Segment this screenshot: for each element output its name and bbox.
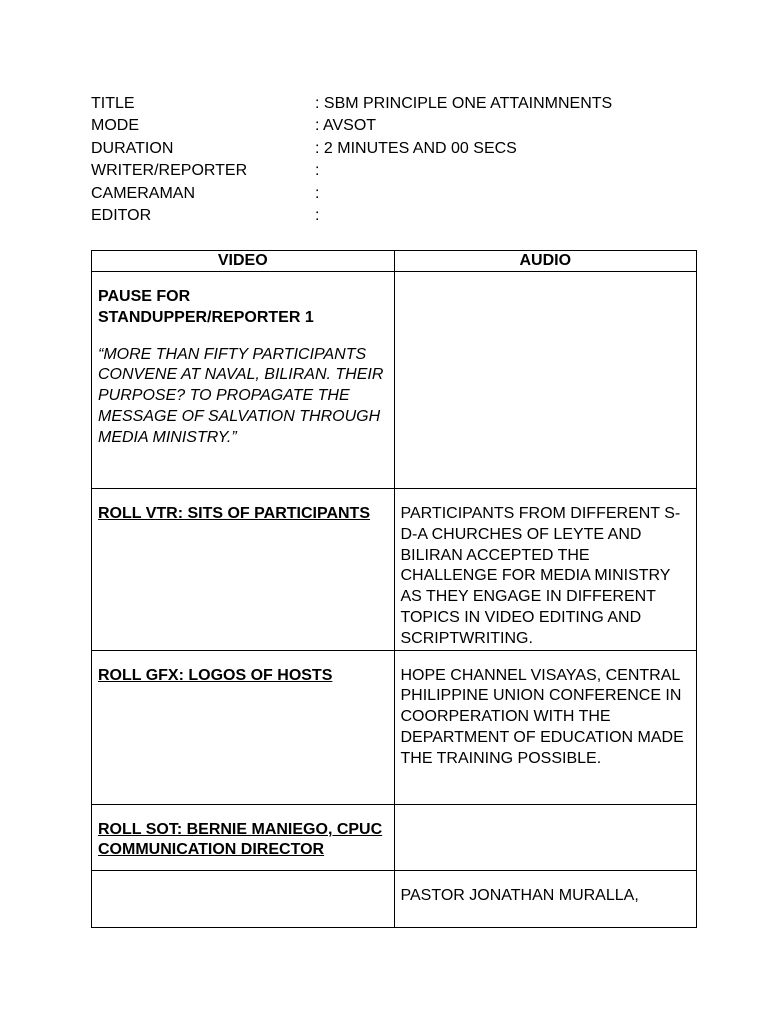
header-row-writer <box>91 160 691 182</box>
audio-text: PASTOR JONATHAN MURALLA, <box>400 886 639 904</box>
video-cue: PAUSE FOR STANDUPPER/REPORTER 1 <box>98 288 314 326</box>
table-header-row <box>92 251 697 272</box>
column-header-audio: AUDIO <box>394 251 697 272</box>
audio-text: PARTICIPANTS FROM DIFFERENT S-D-A CHURCHES OF LEYTE AND BILIRAN ACCEPTED THE CHALLENGE FOR MEDIA MINISTRY AS THEY ENGAGE IN DIFFERENT TOPICS IN VIDEO EDITING AND SCRIPTWRITING. <box>400 505 681 647</box>
header-row-editor <box>91 205 691 227</box>
header-row-duration <box>91 138 691 160</box>
video-cell <box>92 870 395 927</box>
audio-cell <box>394 804 697 870</box>
header-label: DURATION <box>91 139 174 157</box>
header-value: : AVSOT <box>315 117 377 135</box>
av-script-table <box>91 250 697 928</box>
column-header-video: VIDEO <box>92 251 395 272</box>
table-row <box>92 489 697 651</box>
header-label: TITLE <box>91 95 135 112</box>
header-label: MODE <box>91 117 139 135</box>
table-row <box>92 804 697 870</box>
video-cue: ROLL GFX: LOGOS OF HOSTS <box>98 666 333 684</box>
header-value: : <box>315 184 320 202</box>
audio-text: HOPE CHANNEL VISAYAS, CENTRAL PHILIPPINE UNION CONFERENCE IN COORPERATION WITH THE DEPARTMENT OF EDUCATION MADE THE TRAINING POSSIBLE. <box>400 666 684 767</box>
audio-cell <box>394 650 697 804</box>
header-row-cameraman <box>91 183 691 205</box>
video-cell <box>92 272 395 489</box>
header-value: : SBM PRINCIPLE ONE ATTAINMNENTS <box>315 95 613 112</box>
header-row-title <box>91 93 691 115</box>
header-label: EDITOR <box>91 206 152 224</box>
header-value: : 2 MINUTES AND 00 SECS <box>315 139 517 157</box>
header-row-mode <box>91 115 691 137</box>
table-row <box>92 650 697 804</box>
video-cue: ROLL VTR: SITS OF PARTICIPANTS <box>98 505 370 522</box>
script-header <box>91 93 691 227</box>
standupper-quote: “MORE THAN FIFTY PARTICIPANTS CONVENE AT NAVAL, BILIRAN. THEIR PURPOSE? TO PROPAGATE THE MESSAGE OF SALVATION THROUGH MEDIA MINISTRY.” <box>98 345 384 446</box>
audio-cell <box>394 489 697 651</box>
video-cell <box>92 804 395 870</box>
header-label: WRITER/REPORTER <box>91 162 248 180</box>
table-row <box>92 870 697 927</box>
header-label: CAMERAMAN <box>91 184 196 202</box>
video-cell <box>92 650 395 804</box>
header-value: : <box>315 162 320 180</box>
video-cue: ROLL SOT: BERNIE MANIEGO, CPUC COMMUNICATION DIRECTOR <box>98 820 383 859</box>
table-row <box>92 272 697 489</box>
audio-cell <box>394 870 697 927</box>
video-cell <box>92 489 395 651</box>
audio-cell <box>394 272 697 489</box>
header-value: : <box>315 206 320 224</box>
